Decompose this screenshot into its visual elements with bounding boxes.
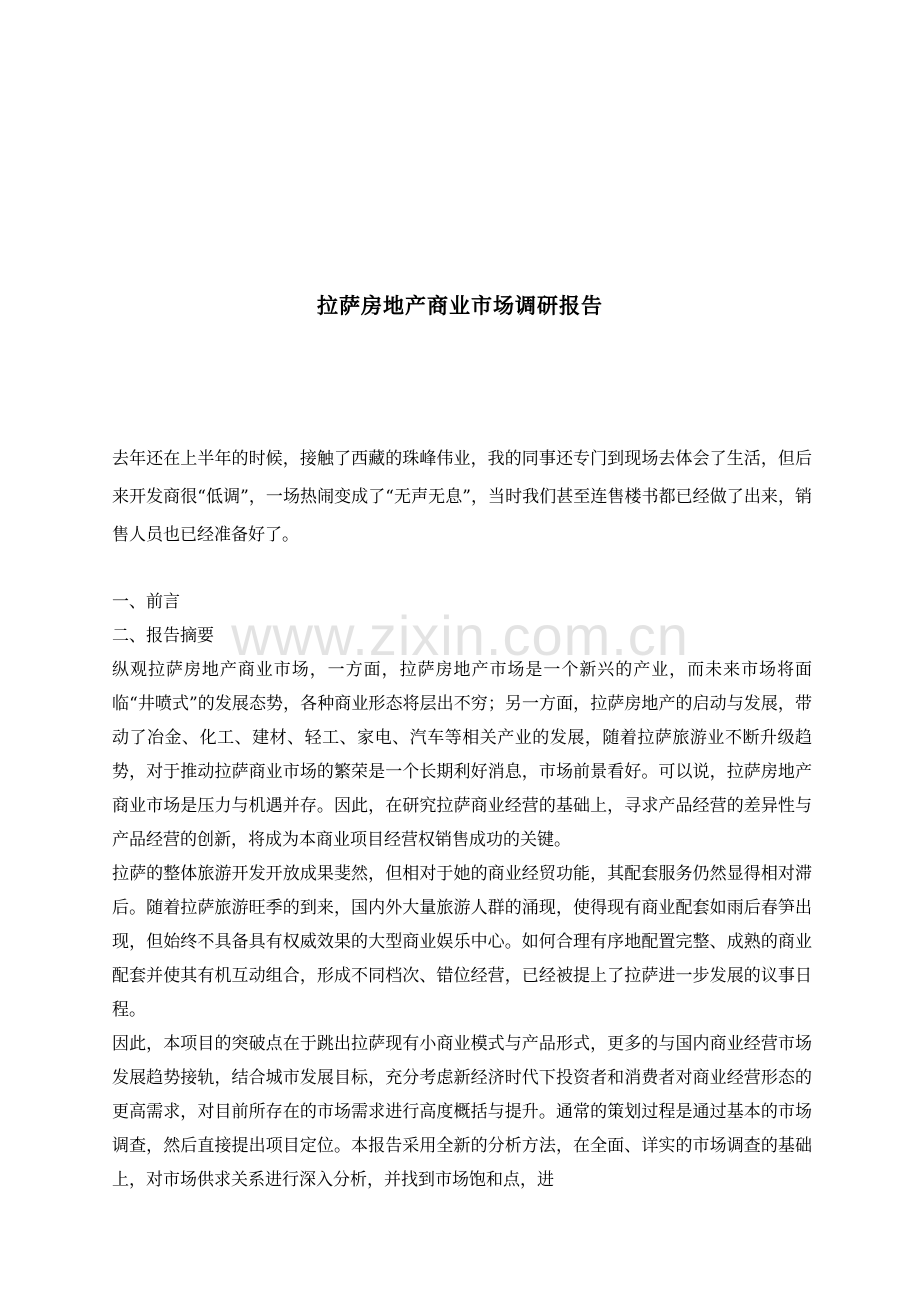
body-paragraph: 纵观拉萨房地产商业市场，一方面，拉萨房地产市场是一个新兴的产业，而未来市场将面临“井喷式”的发展态势，各种商业形态将层出不穷；另一方面，拉萨房地产的启动与发展，带动了冶金、化工、建材、轻工、家电、汽车等相关产业的发展，随着拉萨旅游业不断升级趋势，对于推动拉萨商业市场的繁荣是一个长期利好消息，市场前景看好。可以说，拉萨房地产商业市场是压力与机遇并存。因此，在研究拉萨商业经营的基础上，寻求产品经营的差异性与产品经营的创新，将成为本商业项目经营权销售成功的关键。: [112, 660, 812, 850]
body-paragraph: 拉萨的整体旅游开发开放成果斐然，但相对于她的商业经贸功能，其配套服务仍然显得相对滞后。随着拉萨旅游旺季的到来，国内外大量旅游人群的涌现，使得现有商业配套如雨后春笋出现，但始终不具备具有权威效果的大型商业娱乐中心。如何合理有序地配置完整、成熟的商业配套并使其有机互动组合，形成不同档次、错位经营，已经被提上了拉萨进一步发展的议事日程。: [112, 864, 812, 1020]
body-paragraph: 因此，本项目的突破点在于跳出拉萨现有小商业模式与产品形式，更多的与国内商业经营市场发展趋势接轨，结合城市发展目标，充分考虑新经济时代下投资者和消费者对商业经营形态的更高需求，对目前所存在的市场需求进行高度概括与提升。通常的策划过程是通过基本的市场调查，然后直接提出项目定位。本报告采用全新的分析方法，在全面、详实的市场调查的基础上，对市场供求关系进行深入分析，并找到市场饱和点，进: [112, 1034, 812, 1190]
watermark: www.zixin.com.cn: [231, 604, 689, 667]
section-heading-summary: 二、报告摘要: [112, 626, 214, 646]
document-title: 拉萨房地产商业市场调研报告: [317, 293, 603, 318]
intro-block: [112, 440, 812, 554]
sections-block: [112, 585, 812, 1197]
section-heading-preface: 一、前言: [112, 592, 180, 612]
intro-paragraph: 去年还在上半年的时候，接触了西藏的珠峰伟业，我的同事还专门到现场去体会了生活，但后来开发商很“低调”，一场热闹变成了“无声无息”，当时我们甚至连售楼书都已经做了出来，销售人员也已经准备好了。: [112, 449, 812, 545]
